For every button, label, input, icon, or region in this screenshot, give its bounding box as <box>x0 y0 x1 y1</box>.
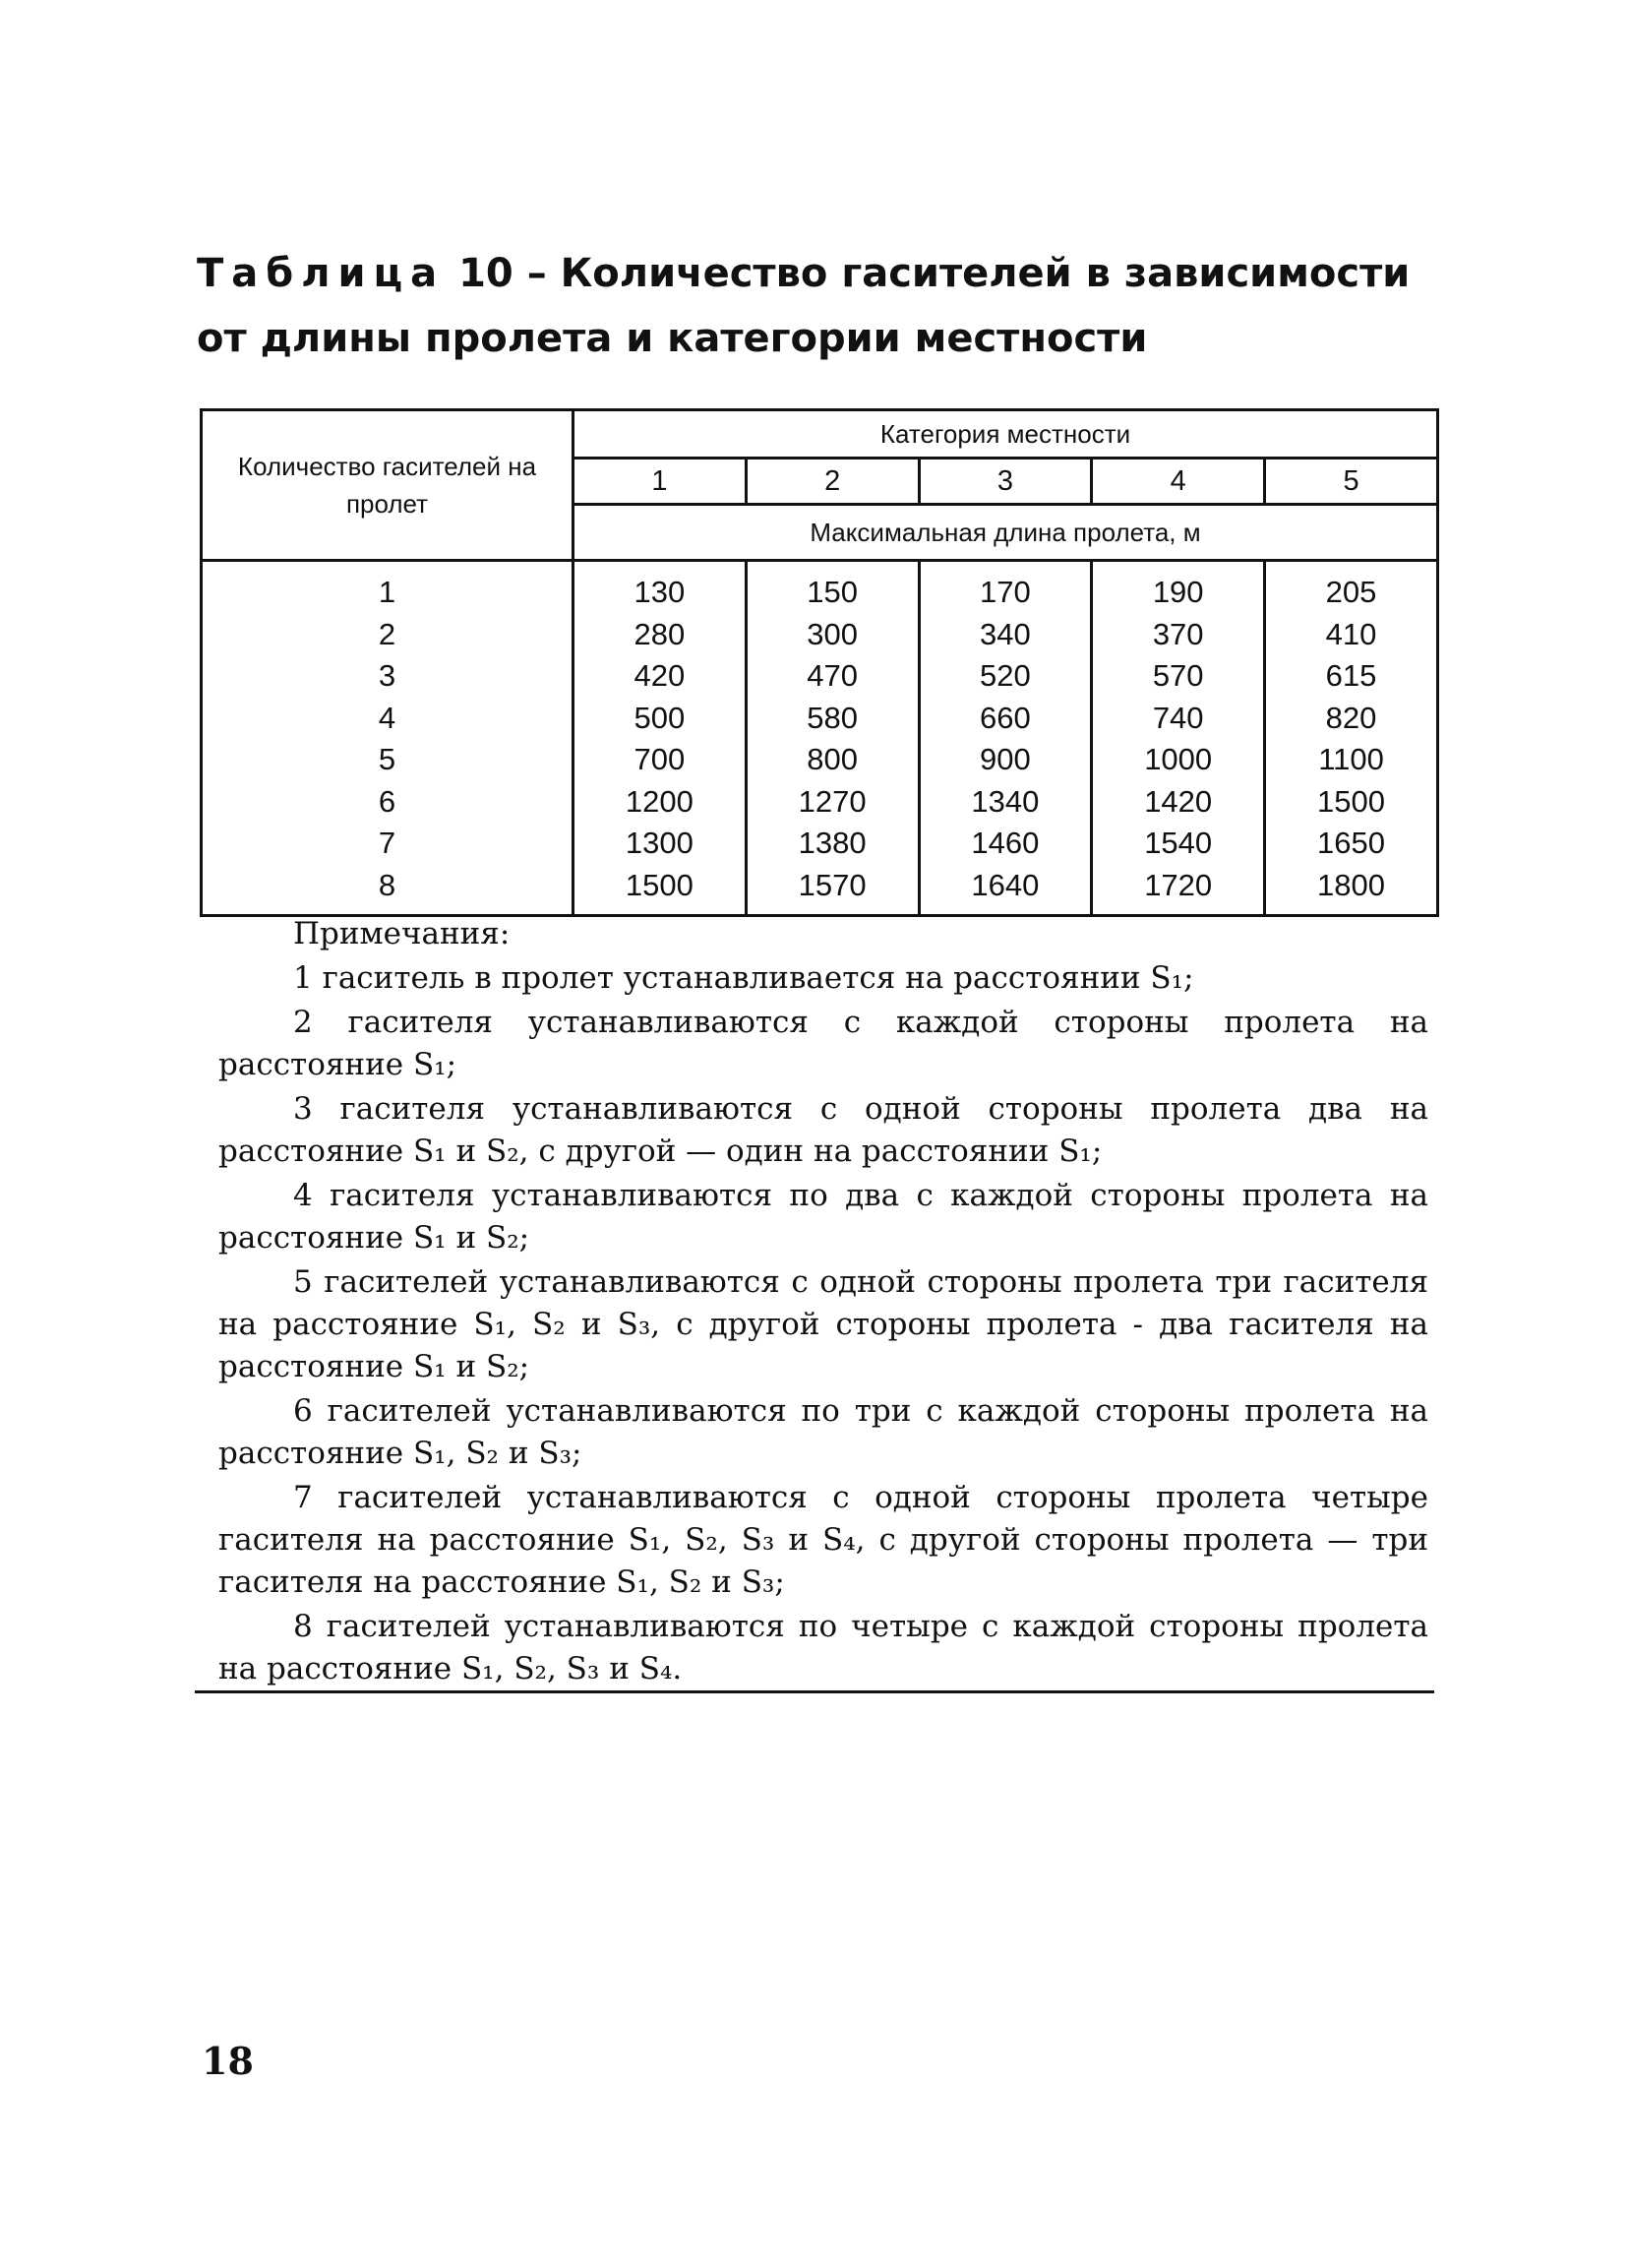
max-span-length-cell: 190 <box>1092 561 1265 614</box>
max-span-length-cell: 800 <box>746 739 919 781</box>
max-span-length-cell: 470 <box>746 655 919 698</box>
notes-section <box>218 913 1428 1690</box>
max-span-length-cell: 410 <box>1265 614 1438 656</box>
max-span-length-cell: 1640 <box>919 865 1092 916</box>
note-item: 2 гасителя устанавливаются с каждой стороны пролета на расстояние S₁; <box>218 1005 1428 1082</box>
max-span-length-cell: 1570 <box>746 865 919 916</box>
table-row <box>202 698 1438 740</box>
max-span-length-cell: 1650 <box>1265 823 1438 865</box>
note-item: 7 гасителей устанавливаются с одной стороны пролета четыре гасителя на расстояние S₁, S₂, S₃ и S₄, с другой стороны пролета — три гасителя на расстояние S₁, S₂ и S₃; <box>218 1480 1428 1600</box>
note-item: 1 гаситель в пролет устанавливается на расстоянии S₁; <box>293 960 1194 996</box>
page-number: 18 <box>202 2039 254 2083</box>
section-divider <box>195 1690 1434 1693</box>
note-item: 8 гасителей устанавливаются по четыре с каждой стороны пролета на расстояние S₁, S₂, S₃ и S₄. <box>218 1609 1428 1686</box>
note-item: 5 гасителей устанавливаются с одной стороны пролета три гасителя на расстояние S₁, S₂ и S₃, с другой стороны пролета - два гасителя на расстояние S₁ и S₂; <box>218 1264 1428 1384</box>
category-number-cell: 5 <box>1265 459 1438 505</box>
max-span-length-cell: 1270 <box>746 781 919 824</box>
notes-heading: Примечания: <box>293 916 511 951</box>
max-span-length-cell: 700 <box>573 739 747 781</box>
table-row <box>202 739 1438 781</box>
max-span-length-header-cell: Максимальная длина пролета, м <box>573 505 1438 561</box>
max-span-length-cell: 520 <box>919 655 1092 698</box>
max-span-length-cell: 420 <box>573 655 747 698</box>
table-row <box>202 781 1438 824</box>
max-span-length-cell: 740 <box>1092 698 1265 740</box>
max-span-length-cell: 1200 <box>573 781 747 824</box>
table-row <box>202 865 1438 916</box>
max-span-length-cell: 280 <box>573 614 747 656</box>
table-title-line-1 <box>197 241 1476 306</box>
max-span-length-cell: 1460 <box>919 823 1092 865</box>
damper-count-cell: 2 <box>202 614 573 656</box>
max-span-length-cell: 205 <box>1265 561 1438 614</box>
max-span-length-cell: 500 <box>573 698 747 740</box>
table-title-text: 10 – Количество гасителей в зависимости <box>445 251 1411 296</box>
table-title-line-2: от длины пролета и категории местности <box>197 316 1148 361</box>
damper-count-cell: 8 <box>202 865 573 916</box>
max-span-length-cell: 1420 <box>1092 781 1265 824</box>
max-span-length-cell: 1000 <box>1092 739 1265 781</box>
max-span-length-cell: 660 <box>919 698 1092 740</box>
damper-count-cell: 7 <box>202 823 573 865</box>
damper-count-cell: 4 <box>202 698 573 740</box>
max-span-length-cell: 820 <box>1265 698 1438 740</box>
damper-count-table <box>200 408 1439 917</box>
max-span-length-cell: 170 <box>919 561 1092 614</box>
note-item: 3 гасителя устанавливаются с одной стороны пролета два на расстояние S₁ и S₂, с другой — один на расстоянии S₁; <box>218 1091 1428 1169</box>
max-span-length-cell: 130 <box>573 561 747 614</box>
max-span-length-cell: 1380 <box>746 823 919 865</box>
table-title <box>197 241 1476 371</box>
table-body <box>202 561 1438 916</box>
max-span-length-cell: 1100 <box>1265 739 1438 781</box>
max-span-length-cell: 1800 <box>1265 865 1438 916</box>
max-span-length-cell: 1500 <box>573 865 747 916</box>
note-item: 4 гасителя устанавливаются по два с каждой стороны пролета на расстояние S₁ и S₂; <box>218 1178 1428 1256</box>
max-span-length-cell: 1340 <box>919 781 1092 824</box>
max-span-length-cell: 300 <box>746 614 919 656</box>
max-span-length-cell: 580 <box>746 698 919 740</box>
row-header-cell: Количество гасителей на пролет <box>202 410 573 561</box>
damper-count-cell: 6 <box>202 781 573 824</box>
notes-list <box>218 957 1428 1690</box>
max-span-length-cell: 1300 <box>573 823 747 865</box>
max-span-length-cell: 615 <box>1265 655 1438 698</box>
table-row <box>202 614 1438 656</box>
max-span-length-cell: 1500 <box>1265 781 1438 824</box>
category-number-cell: 4 <box>1092 459 1265 505</box>
category-number-cell: 2 <box>746 459 919 505</box>
max-span-length-cell: 340 <box>919 614 1092 656</box>
damper-count-cell: 1 <box>202 561 573 614</box>
max-span-length-cell: 570 <box>1092 655 1265 698</box>
damper-count-cell: 5 <box>202 739 573 781</box>
table-row <box>202 561 1438 614</box>
note-item: 6 гасителей устанавливаются по три с каждой стороны пролета на расстояние S₁, S₂ и S₃; <box>218 1393 1428 1471</box>
table-row <box>202 655 1438 698</box>
max-span-length-cell: 900 <box>919 739 1092 781</box>
category-header-cell: Категория местности <box>573 410 1438 459</box>
max-span-length-cell: 1540 <box>1092 823 1265 865</box>
category-number-cell: 1 <box>573 459 747 505</box>
table-title-label: Таблица <box>197 251 446 296</box>
damper-count-cell: 3 <box>202 655 573 698</box>
max-span-length-cell: 1720 <box>1092 865 1265 916</box>
table-row <box>202 823 1438 865</box>
category-number-cell: 3 <box>919 459 1092 505</box>
max-span-length-cell: 370 <box>1092 614 1265 656</box>
max-span-length-cell: 150 <box>746 561 919 614</box>
